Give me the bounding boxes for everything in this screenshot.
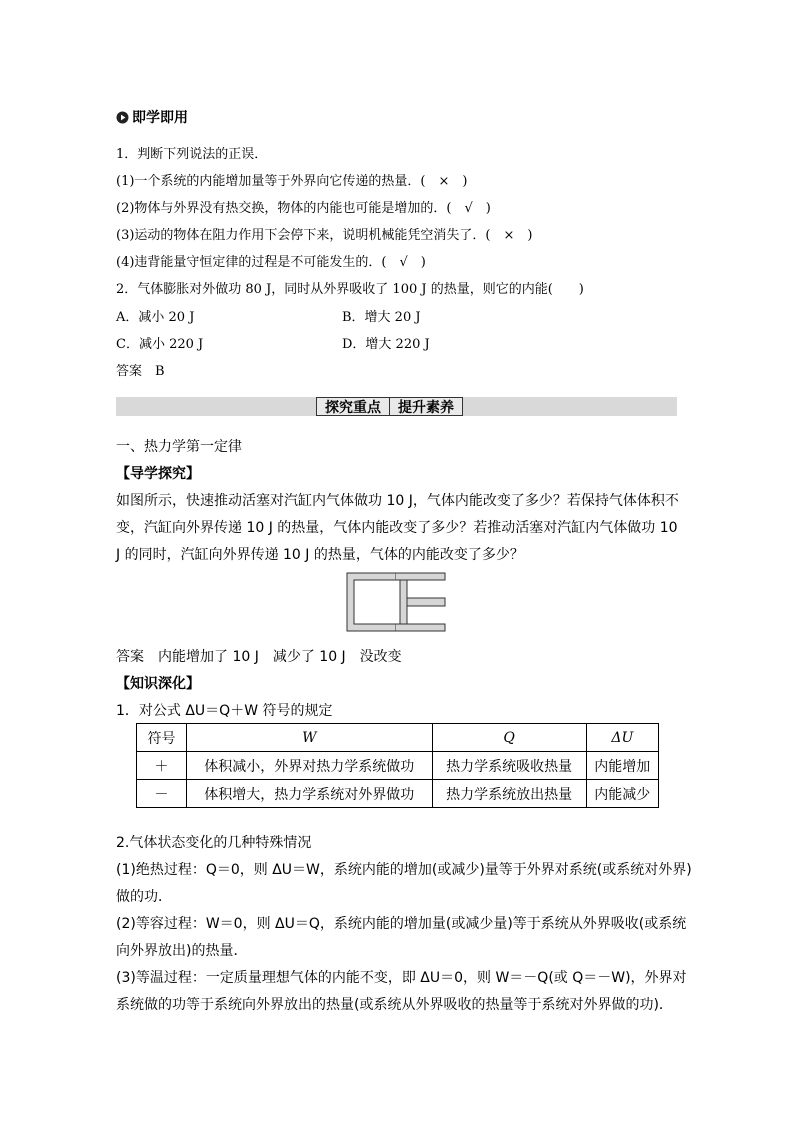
case-line-2: 做的功．	[116, 889, 172, 905]
table-header-row	[137, 724, 659, 752]
statement-2: (2)物体与外界没有热交换，物体的内能也可能是增加的．( √ )	[116, 201, 491, 216]
table-cell: 内能减少	[586, 780, 658, 808]
piston-rod	[407, 598, 445, 606]
statement-3: (3)运动的物体在阻力作用下会停下来，说明机械能凭空消失了．( × )	[116, 228, 533, 243]
case-line-5: (3)等温过程：一定质量理想气体的内能不变，即 ΔU＝0，则 W＝－Q(或 Q＝－W)，外界对	[116, 970, 687, 986]
table-row	[137, 780, 659, 808]
case-line-1: (1)绝热过程：Q＝0，则 ΔU＝W，系统内能的增加(或减少)量等于外界对系统(或系统对外界)	[116, 862, 692, 878]
table-cell: 体积增大，热力学系统对外界做功	[186, 780, 432, 808]
question-1-title: 1．判断下列说法的正误．	[116, 147, 268, 162]
piston-head	[400, 580, 407, 624]
play-circle-icon	[116, 111, 129, 124]
guide-answer: 答案 内能增加了 10 J 减少了 10 J 没改变	[116, 649, 402, 665]
guide-line-2: 变，汽缸向外界传递 10 J 的热量，气体内能改变了多少？若推动活塞对汽缸内气体做功 10	[116, 520, 678, 536]
table-cell: ＋	[137, 752, 187, 780]
guide-label: 【导学探究】	[116, 466, 200, 482]
option-c: C．减小 220 J	[116, 337, 204, 352]
table-cell: 热力学系统吸收热量	[432, 752, 586, 780]
table-cell: 热力学系统放出热量	[432, 780, 586, 808]
section-2-heading: 一、热力学第一定律	[116, 439, 242, 455]
table-header: 符号	[137, 724, 187, 752]
case-line-3: (2)等容过程：W＝0，则 ΔU＝Q，系统内能的增加量(或减少量)等于系统从外界吸收(或系统	[116, 916, 687, 932]
option-b: B．增大 20 J	[342, 310, 421, 325]
guide-line-3: J 的同时，汽缸向外界传递 10 J 的热量，气体的内能改变了多少？	[116, 547, 524, 563]
table-cell: 体积减小，外界对热力学系统做功	[186, 752, 432, 780]
banner-divider	[389, 397, 390, 416]
cylinder-piston-figure	[346, 572, 446, 632]
case-line-6: 系统做的功等于系统向外界放出的热量(或系统从外界吸收的热量等于系统对外界做的功)．	[116, 997, 673, 1013]
table-cell: －	[137, 780, 187, 808]
statement-4: (4)违背能量守恒定律的过程是不可能发生的．( √ )	[116, 255, 426, 270]
sign-rules-table	[136, 723, 659, 808]
deep-label: 【知识深化】	[116, 676, 200, 692]
cylinder-wall	[347, 573, 396, 631]
case-line-4: 向外界放出)的热量．	[116, 943, 248, 959]
section-banner	[116, 397, 677, 416]
table-cell: 内能增加	[586, 752, 658, 780]
formula-title: 1．对公式 ΔU＝Q＋W 符号的规定	[116, 703, 333, 719]
table-header: Q	[432, 724, 586, 752]
option-d: D．增大 220 J	[342, 337, 430, 352]
statement-1: (1)一个系统的内能增加量等于外界向它传递的热量．( × )	[116, 174, 468, 189]
table-row	[137, 752, 659, 780]
cases-title: 2.气体状态变化的几种特殊情况	[116, 835, 312, 851]
banner-left-text: 探究重点	[325, 399, 381, 416]
banner-right-text: 提升素养	[398, 399, 454, 416]
question-2-title: 2．气体膨胀对外做功 80 J，同时从外界吸收了 100 J 的热量，则它的内能( )	[116, 282, 584, 297]
table-header: ΔU	[586, 724, 658, 752]
section-heading-text: 即学即用	[132, 110, 188, 126]
banner-box	[316, 397, 463, 416]
table-header: W	[186, 724, 432, 752]
section-heading-practice	[116, 107, 188, 127]
guide-line-1: 如图所示，快速推动活塞对汽缸内气体做功 10 J，气体内能改变了多少？若保持气体体积不	[116, 493, 679, 509]
answer-1: 答案 B	[116, 364, 165, 379]
cylinder-top-ext	[396, 573, 445, 580]
option-a: A．减小 20 J	[116, 310, 195, 325]
cylinder-bottom-ext	[396, 624, 445, 631]
